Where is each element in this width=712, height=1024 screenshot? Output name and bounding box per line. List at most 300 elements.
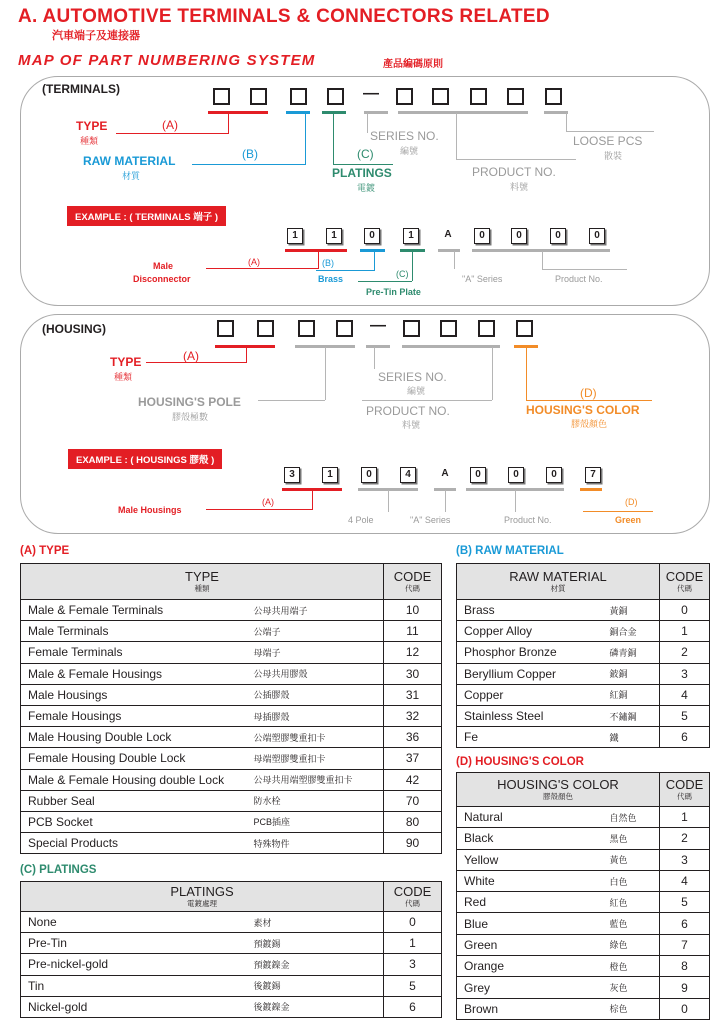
housing-pole-label: HOUSING'S POLE — [138, 395, 241, 409]
row-name-zh: 母插膠殼 — [254, 705, 384, 726]
row-code: 1 — [660, 621, 710, 642]
row-name-zh: 白色 — [610, 870, 660, 891]
raw-table-header — [457, 564, 660, 600]
type-label: TYPE — [76, 119, 108, 133]
type-leader-v — [228, 113, 229, 134]
row-name-zh: 素材 — [254, 912, 384, 933]
table-row — [21, 912, 442, 933]
row-name: Male & Female Terminals — [21, 600, 254, 621]
row-name: Natural — [457, 807, 610, 828]
row-name: White — [457, 870, 610, 891]
example-digit: 4 — [400, 467, 416, 483]
row-code: 12 — [384, 642, 442, 663]
ex-series-label: "A" Series — [462, 274, 503, 284]
row-name: Yellow — [457, 849, 610, 870]
raw-material-label-zh: 材質 — [122, 171, 141, 181]
row-name-zh: 公插膠殼 — [254, 684, 384, 705]
table-row — [21, 705, 442, 726]
table-row — [457, 663, 710, 684]
code-box — [298, 320, 315, 337]
series-leader-v — [367, 113, 368, 133]
row-code: 90 — [384, 833, 442, 854]
row-code: 3 — [660, 663, 710, 684]
code-dash: — — [370, 317, 386, 334]
row-code: 4 — [660, 870, 710, 891]
table-row — [457, 998, 710, 1019]
plat-leader — [333, 164, 393, 165]
raw-material-label: RAW MATERIAL — [83, 154, 176, 168]
platings-label-zh: 電鍍 — [357, 183, 376, 193]
plat-table — [20, 881, 442, 1018]
table-row — [21, 996, 442, 1017]
row-code: 3 — [660, 849, 710, 870]
row-code: 37 — [384, 748, 442, 769]
row-name: Rubber Seal — [21, 790, 254, 811]
code-box — [213, 88, 230, 105]
loose-leader-v — [566, 113, 567, 131]
row-code: 0 — [660, 998, 710, 1019]
type-col-label: TYPE — [185, 568, 219, 584]
housing-type-tag: (A) — [183, 349, 199, 363]
ex-housing-pole-leader-v — [388, 490, 389, 512]
row-code: 0 — [660, 600, 710, 621]
ex-product-leader — [542, 269, 627, 270]
ex-housing-type-leader-v — [312, 490, 313, 510]
code-box — [545, 88, 562, 105]
raw-col-label-zh: 材質 — [550, 583, 566, 593]
row-name-zh: 公母共用端子 — [254, 600, 384, 621]
row-name-zh: 鈹銅 — [610, 663, 660, 684]
row-name-zh: 綠色 — [610, 934, 660, 955]
type-bar — [208, 111, 268, 114]
row-name: None — [21, 912, 254, 933]
table-row — [21, 600, 442, 621]
ex-type-leader — [206, 268, 318, 269]
row-code: 6 — [660, 727, 710, 748]
code-col-label: CODE — [665, 568, 704, 584]
raw-material-tag: (B) — [242, 147, 258, 161]
table-row — [21, 642, 442, 663]
code-col-label-zh: 代碼 — [677, 791, 692, 801]
row-name-zh: 防水栓 — [254, 790, 384, 811]
row-name-zh: 黃色 — [610, 849, 660, 870]
row-name: Brass — [457, 600, 610, 621]
table-row — [21, 811, 442, 832]
row-name: Black — [457, 828, 610, 849]
ex-male-label: Male — [153, 261, 174, 271]
raw-code-header — [660, 564, 710, 600]
raw-leader — [192, 164, 305, 165]
ex-plat-tag: (C) — [396, 269, 409, 279]
code-box — [217, 320, 234, 337]
code-box — [432, 88, 449, 105]
table-row — [457, 684, 710, 705]
table-row — [457, 621, 710, 642]
table-row — [457, 892, 710, 913]
code-col-label-zh: 代碼 — [405, 583, 420, 593]
plat-table-heading: (C) PLATINGS — [20, 864, 97, 876]
product-bar — [398, 111, 528, 114]
ex-type-leader-v — [318, 251, 319, 269]
row-name-zh: 預鍍鎳金 — [254, 954, 384, 975]
housing-product-label-zh: 料號 — [402, 420, 421, 430]
housing-series-bar — [366, 345, 390, 348]
ex-raw-tag: (B) — [322, 258, 334, 268]
ex-pretin-label: Pre-Tin Plate — [366, 287, 421, 297]
row-code: 80 — [384, 811, 442, 832]
row-code: 6 — [384, 996, 442, 1017]
row-name: Nickel-gold — [21, 996, 254, 1017]
row-code: 11 — [384, 621, 442, 642]
table-row — [457, 913, 710, 934]
row-code: 8 — [660, 956, 710, 977]
housing-product-bar — [402, 345, 500, 348]
code-col-label-zh: 代碼 — [677, 583, 692, 593]
example-digit: 1 — [403, 228, 419, 244]
row-name: Beryllium Copper — [457, 663, 610, 684]
row-name-zh: 橙色 — [610, 956, 660, 977]
table-row — [21, 833, 442, 854]
product-label-zh: 料號 — [510, 182, 529, 192]
row-name-zh: 特殊物件 — [254, 833, 384, 854]
ex-raw-bar — [360, 249, 385, 252]
row-name: Male Housings — [21, 684, 254, 705]
row-name: Male & Female Housings — [21, 663, 254, 684]
row-name: Phosphor Bronze — [457, 642, 610, 663]
table-row — [457, 727, 710, 748]
plat-col-label: PLATINGS — [170, 883, 234, 899]
row-name-zh: 藍色 — [610, 913, 660, 934]
table-row — [457, 828, 710, 849]
row-name-zh: 銅合金 — [610, 621, 660, 642]
ex-housing-color-bar — [580, 488, 602, 491]
ex-disconnector-label: Disconnector — [133, 274, 191, 284]
loose-leader — [566, 131, 654, 132]
row-name: Green — [457, 934, 610, 955]
housing-pole-leader — [258, 400, 325, 401]
row-name-zh: PCB插座 — [254, 811, 384, 832]
code-box — [396, 88, 413, 105]
ex-brass-label: Brass — [318, 274, 344, 284]
ex-housing-type-leader — [206, 509, 312, 510]
row-name: Grey — [457, 977, 610, 998]
row-name-zh: 黃銅 — [610, 600, 660, 621]
code-box — [336, 320, 353, 337]
housing-series-leader-v — [374, 347, 375, 369]
row-code: 1 — [660, 807, 710, 828]
row-name: Male Terminals — [21, 621, 254, 642]
table-row — [457, 934, 710, 955]
type-tag: (A) — [162, 118, 178, 132]
table-row — [21, 684, 442, 705]
type-leader — [116, 133, 228, 134]
row-name: Blue — [457, 913, 610, 934]
ex-housing-green-label: Green — [615, 515, 642, 525]
row-name: Copper — [457, 684, 610, 705]
plat-code-header — [384, 882, 442, 912]
row-name: Fe — [457, 727, 610, 748]
table-row — [21, 933, 442, 954]
row-name: Stainless Steel — [457, 705, 610, 726]
ex-housing-pole-label: 4 Pole — [348, 515, 374, 525]
housing-type-leader-v — [246, 347, 247, 363]
example-digit: A — [437, 467, 453, 483]
platings-label: PLATINGS — [332, 166, 392, 180]
housing-type-bar — [215, 345, 275, 348]
plat-leader-v — [333, 113, 334, 165]
example-digit: 0 — [470, 467, 486, 483]
color-code-header — [660, 773, 710, 807]
terminals-title: (TERMINALS) — [42, 82, 120, 96]
ex-housing-type-tag: (A) — [262, 497, 274, 507]
row-name-zh: 紅銅 — [610, 684, 660, 705]
product-leader — [456, 159, 576, 160]
housing-example-badge: EXAMPLE : ( HOUSINGS 膠殼 ) — [68, 449, 222, 469]
row-code: 32 — [384, 705, 442, 726]
table-row — [21, 790, 442, 811]
row-name: Brown — [457, 998, 610, 1019]
ex-housing-color-tag: (D) — [625, 497, 638, 507]
example-digit: 0 — [474, 228, 490, 244]
code-box — [478, 320, 495, 337]
row-code: 31 — [384, 684, 442, 705]
housing-title: (HOUSING) — [42, 322, 106, 336]
code-col-label: CODE — [393, 883, 432, 899]
ex-series-bar — [438, 249, 460, 252]
housing-type-label: TYPE — [110, 355, 142, 369]
row-name: PCB Socket — [21, 811, 254, 832]
code-box — [257, 320, 274, 337]
code-col-label: CODE — [665, 776, 704, 792]
table-row — [21, 727, 442, 748]
page-subtitle: 汽車端子及連接器 — [52, 30, 140, 42]
code-box — [516, 320, 533, 337]
table-row — [457, 977, 710, 998]
loose-label: LOOSE PCS — [573, 134, 643, 148]
table-row — [21, 748, 442, 769]
ex-series-leader-v — [454, 251, 455, 269]
code-box — [250, 88, 267, 105]
housing-color-leader — [526, 400, 652, 401]
example-digit: 1 — [287, 228, 303, 244]
raw-table — [456, 563, 710, 748]
table-row — [21, 769, 442, 790]
ex-product-bar — [472, 249, 610, 252]
map-subtitle: 產品編碼原則 — [383, 59, 443, 70]
ex-raw-leader — [316, 270, 374, 271]
row-code: 7 — [660, 934, 710, 955]
example-digit: 0 — [511, 228, 527, 244]
table-row — [457, 956, 710, 977]
row-name-zh: 公母共用膠殼 — [254, 663, 384, 684]
plat-table-header — [21, 882, 384, 912]
housing-product-leader — [362, 400, 492, 401]
row-name: Orange — [457, 956, 610, 977]
row-name: Male Housing Double Lock — [21, 727, 254, 748]
row-name: Pre-Tin — [21, 933, 254, 954]
example-digit: 3 — [284, 467, 300, 483]
color-table — [456, 772, 710, 1020]
row-name-zh: 母端子 — [254, 642, 384, 663]
row-name-zh: 灰色 — [610, 977, 660, 998]
housing-color-label: HOUSING'S COLOR — [526, 403, 640, 417]
row-code: 1 — [384, 933, 442, 954]
row-name-zh: 公端子 — [254, 621, 384, 642]
row-name: Red — [457, 892, 610, 913]
row-code: 42 — [384, 769, 442, 790]
row-name-zh: 黑色 — [610, 828, 660, 849]
row-name-zh: 後鍍鎳金 — [254, 996, 384, 1017]
row-code: 3 — [384, 954, 442, 975]
row-name-zh: 棕色 — [610, 998, 660, 1019]
table-row — [21, 954, 442, 975]
type-table — [20, 563, 442, 854]
housing-series-label-zh: 編號 — [407, 386, 426, 396]
code-box — [290, 88, 307, 105]
ex-type-bar — [285, 249, 347, 252]
ex-type-tag: (A) — [248, 257, 260, 267]
row-name: Special Products — [21, 833, 254, 854]
table-row — [457, 705, 710, 726]
row-name: Tin — [21, 975, 254, 996]
raw-table-heading: (B) RAW MATERIAL — [456, 545, 564, 557]
table-row — [457, 870, 710, 891]
row-code: 10 — [384, 600, 442, 621]
row-name-zh: 公母共用端塑膠雙重扣卡 — [254, 769, 384, 790]
example-digit: 0 — [546, 467, 562, 483]
housing-color-leader-v — [526, 347, 527, 400]
raw-leader-v — [305, 113, 306, 165]
row-code: 5 — [660, 892, 710, 913]
example-digit: 1 — [326, 228, 342, 244]
row-name: Female Housing Double Lock — [21, 748, 254, 769]
row-code: 9 — [660, 977, 710, 998]
housing-color-tag: (D) — [580, 386, 597, 400]
table-row — [457, 807, 710, 828]
table-row — [457, 600, 710, 621]
housing-product-leader-v — [492, 347, 493, 400]
code-col-label: CODE — [393, 568, 432, 584]
platings-bar — [322, 111, 346, 114]
housing-series-label: SERIES NO. — [378, 370, 447, 384]
row-name: Female Housings — [21, 705, 254, 726]
example-digit: 0 — [508, 467, 524, 483]
ex-housing-color-leader — [583, 511, 653, 512]
color-col-label: HOUSING'S COLOR — [497, 776, 619, 792]
code-dash: — — [363, 85, 379, 102]
row-name-zh: 後鍍錫 — [254, 975, 384, 996]
row-code: 30 — [384, 663, 442, 684]
ex-plat-leader-v — [412, 251, 413, 281]
map-title: MAP OF PART NUMBERING SYSTEM — [18, 52, 316, 69]
row-code: 5 — [384, 975, 442, 996]
row-name-zh: 母端塑膠雙重扣卡 — [254, 748, 384, 769]
row-code: 5 — [660, 705, 710, 726]
type-col-label-zh: 種類 — [194, 583, 210, 593]
page-title: A. AUTOMOTIVE TERMINALS & CONNECTORS RELATED — [18, 6, 550, 27]
row-code: 2 — [660, 828, 710, 849]
raw-material-bar — [286, 111, 310, 114]
type-label-zh: 種類 — [80, 136, 99, 146]
color-table-heading: (D) HOUSING'S COLOR — [456, 756, 584, 768]
type-table-header — [21, 564, 384, 600]
table-row — [457, 642, 710, 663]
row-name-zh: 預鍍錫 — [254, 933, 384, 954]
ex-housing-male-label: Male Housings — [118, 505, 182, 515]
table-row — [21, 663, 442, 684]
row-code: 0 — [384, 912, 442, 933]
example-digit: 0 — [550, 228, 566, 244]
loose-label-zh: 散裝 — [604, 151, 623, 161]
color-col-label-zh: 膠殼顏色 — [543, 791, 573, 801]
type-table-heading: (A) TYPE — [20, 545, 70, 557]
row-name-zh: 公端塑膠雙重扣卡 — [254, 727, 384, 748]
ex-housing-series-label: "A" Series — [410, 515, 451, 525]
example-digit: 0 — [364, 228, 380, 244]
row-name-zh: 不鏽鋼 — [610, 705, 660, 726]
row-code: 4 — [660, 684, 710, 705]
plat-col-label-zh: 電鍍處理 — [187, 898, 217, 908]
example-digit: 0 — [361, 467, 377, 483]
ex-housing-product-leader-v — [515, 490, 516, 512]
row-name: Copper Alloy — [457, 621, 610, 642]
row-code: 6 — [660, 913, 710, 934]
row-name: Pre-nickel-gold — [21, 954, 254, 975]
example-digit: 0 — [589, 228, 605, 244]
ex-housing-series-leader-v — [445, 490, 446, 512]
row-name-zh: 紅色 — [610, 892, 660, 913]
product-label: PRODUCT NO. — [472, 165, 556, 179]
series-label-zh: 編號 — [400, 146, 419, 156]
color-table-header — [457, 773, 660, 807]
row-name-zh: 自然色 — [610, 807, 660, 828]
ex-raw-leader-v — [374, 251, 375, 271]
example-digit: 1 — [322, 467, 338, 483]
row-name: Female Terminals — [21, 642, 254, 663]
code-box — [470, 88, 487, 105]
ex-plat-leader — [358, 281, 412, 282]
row-code: 70 — [384, 790, 442, 811]
code-box — [403, 320, 420, 337]
table-row — [21, 975, 442, 996]
row-code: 36 — [384, 727, 442, 748]
row-name-zh: 磷青銅 — [610, 642, 660, 663]
example-digit: 7 — [585, 467, 601, 483]
housing-pole-label-zh: 膠殼極數 — [172, 412, 209, 422]
type-code-header — [384, 564, 442, 600]
row-name-zh: 鐵 — [610, 727, 660, 748]
product-leader-v — [456, 113, 457, 159]
ex-product-label: Product No. — [555, 274, 603, 284]
housing-color-label-zh: 膠殼顏色 — [571, 419, 608, 429]
series-label: SERIES NO. — [370, 129, 439, 143]
row-code: 2 — [660, 642, 710, 663]
ex-product-leader-v — [542, 251, 543, 269]
example-digit: A — [440, 228, 456, 244]
platings-tag: (C) — [357, 147, 374, 161]
housing-type-label-zh: 種類 — [114, 372, 133, 382]
code-col-label-zh: 代碼 — [405, 898, 420, 908]
raw-col-label: RAW MATERIAL — [509, 568, 607, 584]
code-box — [327, 88, 344, 105]
loose-bar — [544, 111, 568, 114]
code-box — [440, 320, 457, 337]
code-box — [507, 88, 524, 105]
row-name: Male & Female Housing double Lock — [21, 769, 254, 790]
terminals-example-badge: EXAMPLE : ( TERMINALS 端子 ) — [67, 206, 226, 226]
housing-pole-leader-v — [325, 347, 326, 400]
table-row — [21, 621, 442, 642]
